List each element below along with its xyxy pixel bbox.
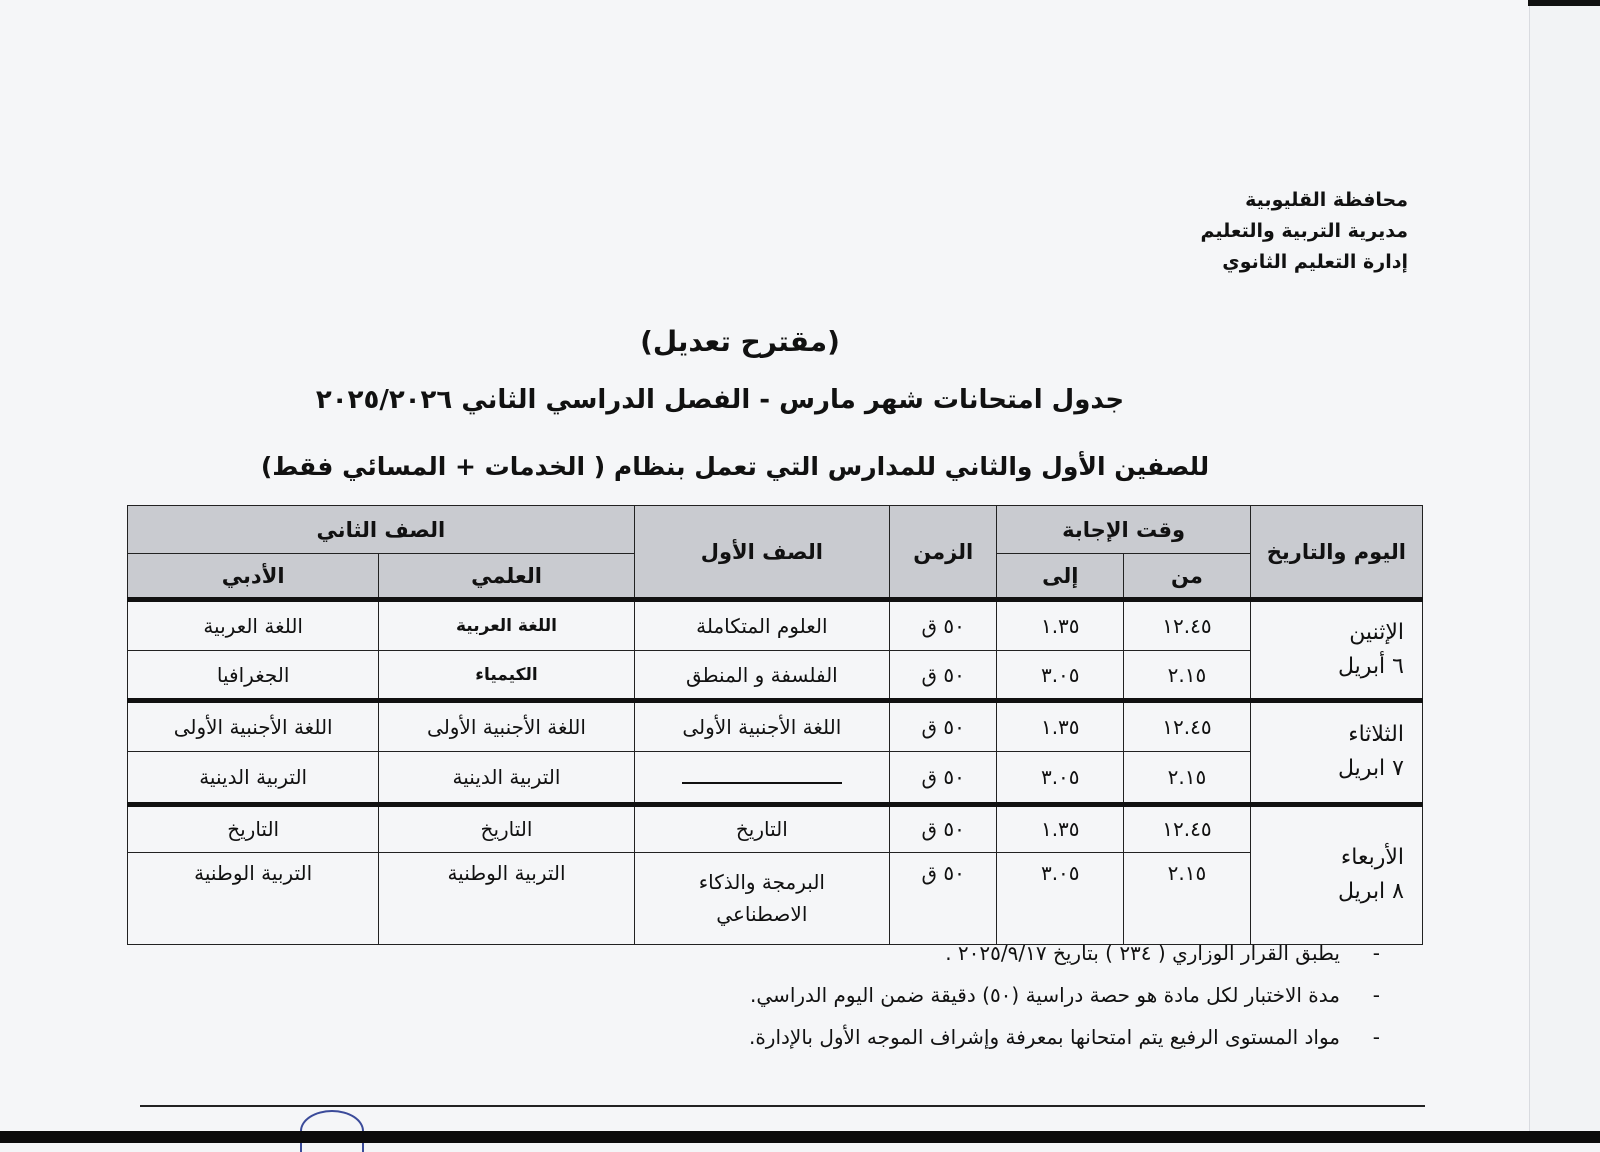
header-to: إلى [997, 554, 1124, 600]
literary-subject: الجغرافيا [128, 650, 379, 700]
scientific-subject: التاريخ [379, 804, 634, 852]
table-row [128, 852, 1423, 944]
time-from: ٢.١٥ [1124, 751, 1251, 804]
header-grade2: الصف الثاني [128, 506, 635, 554]
note-text: يطبق القرار الوزاري ( ٢٣٤ ) بتاريخ ٢٠٢٥/٩/١٧ . [945, 941, 1340, 965]
literary-subject: اللغة الأجنبية الأولى [128, 701, 379, 751]
time-from: ٢.١٥ [1124, 852, 1251, 944]
duration: ٥٠ ق [890, 701, 997, 751]
scientific-subject: التربية الوطنية [379, 852, 634, 944]
scan-bottom-band [0, 1131, 1600, 1143]
proposal-title: (مقترح تعديل) [640, 325, 840, 358]
header-answer-time: وقت الإجابة [997, 506, 1250, 554]
day-cell [1250, 701, 1422, 804]
grade1-subject-line1: البرمجة والذكاء [698, 870, 825, 895]
note-bullet: - [1372, 983, 1380, 1007]
scientific-subject: الكيمياء [379, 650, 634, 700]
duration: ٥٠ ق [890, 852, 997, 944]
day-name: الإثنين [1349, 620, 1404, 646]
time-to: ٣.٠٥ [997, 650, 1124, 700]
directorate-name: مديرية التربية والتعليم [1200, 220, 1408, 242]
blank-dash [682, 772, 842, 784]
schedule-subtitle: للصفين الأول والثاني للمدارس التي تعمل بنظام ( الخدمات + المسائي فقط) [260, 452, 1210, 481]
duration: ٥٠ ق [890, 600, 997, 650]
table-row [128, 600, 1423, 650]
note-item [540, 932, 1380, 974]
time-from: ١٢.٤٥ [1124, 600, 1251, 650]
grade1-empty-subject [634, 751, 889, 804]
header-grade1: الصف الأول [634, 506, 889, 600]
grade1-subject: اللغة الأجنبية الأولى [634, 701, 889, 751]
note-item [540, 1016, 1380, 1058]
header-scientific: العلمي [379, 554, 634, 600]
time-to: ٣.٠٥ [997, 852, 1124, 944]
header-from: من [1124, 554, 1251, 600]
note-bullet: - [1372, 941, 1380, 965]
duration: ٥٠ ق [890, 751, 997, 804]
note-text: مدة الاختبار لكل مادة هو حصة دراسية (٥٠) دقيقة ضمن اليوم الدراسي. [750, 983, 1340, 1007]
table-row [128, 650, 1423, 700]
scientific-subject: اللغة العربية [379, 600, 634, 650]
day-date: ٦ أبريل [1338, 654, 1404, 680]
grade1-subject: العلوم المتكاملة [634, 600, 889, 650]
grade1-subject: الفلسفة و المنطق [634, 650, 889, 700]
governorate-name: محافظة القليوبية [1245, 189, 1408, 211]
note-text: مواد المستوى الرفيع يتم امتحانها بمعرفة وإشراف الموجه الأول بالإدارة. [748, 1025, 1340, 1049]
time-from: ١٢.٤٥ [1124, 804, 1251, 852]
notes-list [540, 932, 1380, 1058]
header-duration: الزمن [890, 506, 997, 600]
day-cell [1250, 600, 1422, 701]
department-name: إدارة التعليم الثانوي [1222, 251, 1408, 273]
grade1-subject: التاريخ [634, 804, 889, 852]
grade1-subject [634, 852, 889, 944]
letterhead [1150, 185, 1408, 278]
literary-subject: التاريخ [128, 804, 379, 852]
time-to: ١.٣٥ [997, 600, 1124, 650]
day-cell [1250, 804, 1422, 945]
header-literary: الأدبي [128, 554, 379, 600]
exam-schedule-table [127, 505, 1423, 945]
note-bullet: - [1372, 1025, 1380, 1049]
literary-subject: التربية الدينية [128, 751, 379, 804]
duration: ٥٠ ق [890, 804, 997, 852]
header-day-date: اليوم والتاريخ [1250, 506, 1422, 600]
table-row [128, 751, 1423, 804]
grade1-subject-line2: الاصطناعي [716, 902, 808, 927]
duration: ٥٠ ق [890, 650, 997, 700]
scientific-subject: اللغة الأجنبية الأولى [379, 701, 634, 751]
table-row [128, 701, 1423, 751]
scientific-subject: التربية الدينية [379, 751, 634, 804]
literary-subject: التربية الوطنية [128, 852, 379, 944]
time-from: ١٢.٤٥ [1124, 701, 1251, 751]
footer-rule [140, 1105, 1425, 1107]
day-date: ٧ ابريل [1338, 756, 1404, 782]
day-date: ٨ ابريل [1338, 879, 1404, 905]
literary-subject: اللغة العربية [128, 600, 379, 650]
time-to: ٣.٠٥ [997, 751, 1124, 804]
day-name: الأربعاء [1340, 845, 1404, 871]
note-item [540, 974, 1380, 1016]
table-row [128, 804, 1423, 852]
schedule-title: جدول امتحانات شهر مارس - الفصل الدراسي الثاني ٢٠٢٥/٢٠٢٦ [315, 385, 1125, 415]
scan-edge-strip [1529, 0, 1600, 1143]
day-name: الثلاثاء [1348, 722, 1404, 748]
time-to: ١.٣٥ [997, 804, 1124, 852]
scan-top-mark [1528, 0, 1600, 6]
time-to: ١.٣٥ [997, 701, 1124, 751]
time-from: ٢.١٥ [1124, 650, 1251, 700]
